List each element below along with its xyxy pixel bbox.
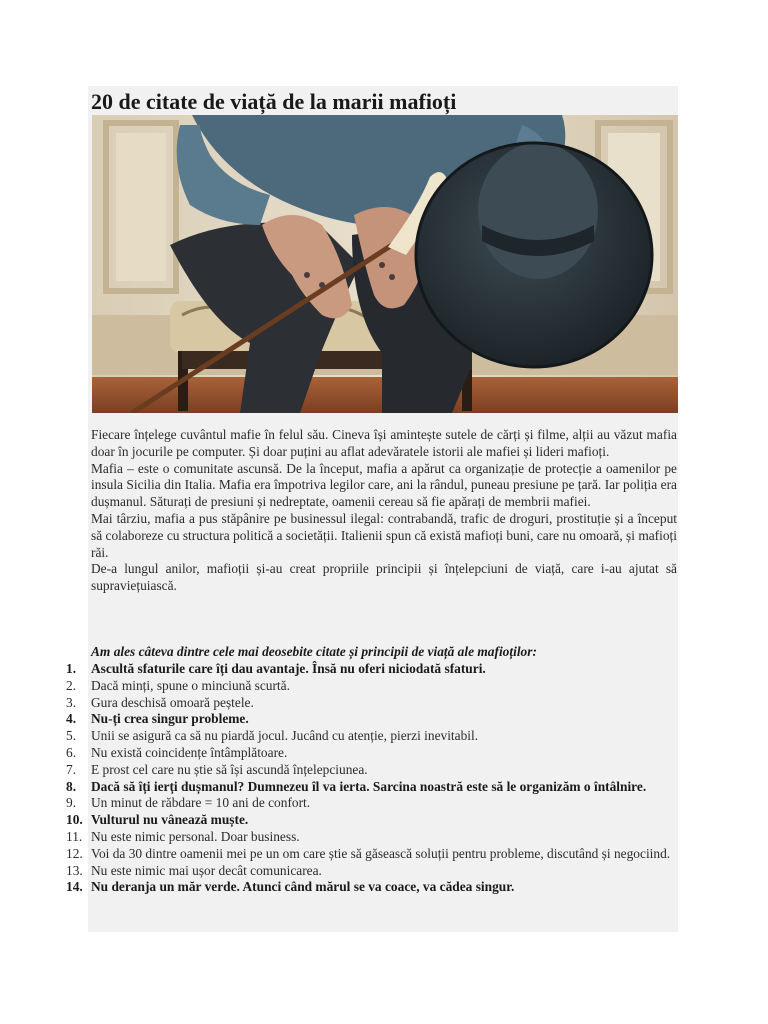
list-number: 13. [66, 862, 83, 878]
list-item [66, 778, 677, 796]
quote-text: Nu deranja un măr verde. Atunci când mărul se va coace, va cădea singur. [91, 879, 515, 895]
list-number: 3. [66, 694, 77, 710]
list-number: 5. [66, 728, 77, 744]
quotes-list [66, 661, 677, 896]
list-number: 4. [66, 711, 77, 727]
list-item [66, 795, 677, 812]
quote-text: Vulturul nu vânează muște. [91, 812, 249, 828]
article-body [91, 427, 677, 595]
list-number: 10. [66, 812, 83, 828]
list-number: 14. [66, 879, 83, 895]
quote-text: Voi da 30 dintre oamenii mei pe un om care știe să găsească soluții pentru probleme, discutând și negociind. [91, 845, 671, 861]
list-number: 2. [66, 677, 77, 693]
list-item [66, 828, 677, 846]
quote-text: Dacă minți, spune o minciună scurtă. [91, 677, 290, 693]
list-item [66, 879, 677, 896]
list-item [66, 677, 677, 695]
quote-text: Nu-ți crea singur probleme. [91, 711, 249, 727]
list-item [66, 694, 677, 712]
quote-text: Nu există coincidențe întâmplătoare. [91, 744, 288, 760]
list-item [66, 711, 677, 728]
quote-text: Nu este nimic mai ușor decât comunicarea. [91, 862, 322, 878]
quote-text: Ascultă sfaturile care îți dau avantaje. Însă nu oferi niciodată sfaturi. [91, 661, 486, 676]
paragraph: Mai târziu, mafia a pus stăpânire pe businessul ilegal: contrabandă, trafic de droguri, prostituție și a început să colaboreze cu structura politică a societății. Italienii spun că există mafioți buni, care nu omoară, și mafioți răi. [91, 510, 677, 560]
quote-text: Unii se asigură ca să nu piardă jocul. Jucând cu atenție, pierzi inevitabil. [91, 728, 479, 744]
list-item [66, 744, 677, 762]
list-number: 11. [66, 828, 83, 844]
quote-text: Un minut de răbdare = 10 ani de confort. [91, 795, 311, 811]
paragraph: De-a lungul anilor, mafioții și-au creat propriile principii și înțelepciuni de viață, care i-au ajutat să supraviețuiască. [91, 561, 677, 594]
list-item [66, 761, 677, 779]
list-item [66, 661, 677, 678]
quote-text: Nu este nimic personal. Doar business. [91, 828, 300, 844]
quote-text: Dacă să îți ierți dușmanul? Dumnezeu îl va ierta. Sarcina noastră este să le organizăm o întâlnire. [91, 778, 647, 794]
photo-man-with-cane-and-hat-icon [92, 115, 678, 413]
list-item [66, 862, 677, 880]
page-title: 20 de citate de viață de la marii mafioți [91, 89, 457, 114]
list-item [66, 845, 677, 863]
quote-text: Gura deschisă omoară peștele. [91, 694, 254, 710]
article-photo [92, 115, 678, 413]
list-number: 9. [66, 795, 77, 811]
list-number: 12. [66, 845, 83, 861]
list-number: 8. [66, 778, 77, 794]
quote-text: E prost cel care nu știe să își ascundă înțelepciunea. [91, 761, 368, 777]
document-page [66, 86, 678, 932]
list-item [66, 728, 677, 745]
paragraph: Fiecare înțelege cuvântul mafie în felul său. Cineva își amintește sutele de cărți și filme, alții au văzut mafia doar în jocurile pe computer. Și doar puțini au aflat adevăratele istorii ale mafiei și lideri mafioți. [91, 427, 677, 459]
list-number: 6. [66, 744, 77, 760]
list-item [66, 812, 677, 829]
list-number: 7. [66, 761, 77, 777]
list-number: 1. [66, 661, 77, 676]
paragraph: Mafia – este o comunitate ascunsă. De la început, mafia a apărut ca organizație de protecție a oamenilor pe insula Sicilia din Italia. Mafia era împotriva legilor care, ani la rândul, puneau presiune pe țară. Iar poliția era dușmanul. Săturați de presiuni și nedreptate, oamenii cereau să fie apărați de membrii mafiei. [91, 460, 677, 510]
quotes-intro: Am ales câteva dintre cele mai deosebite citate și principii de viață ale mafioților: [91, 644, 537, 659]
